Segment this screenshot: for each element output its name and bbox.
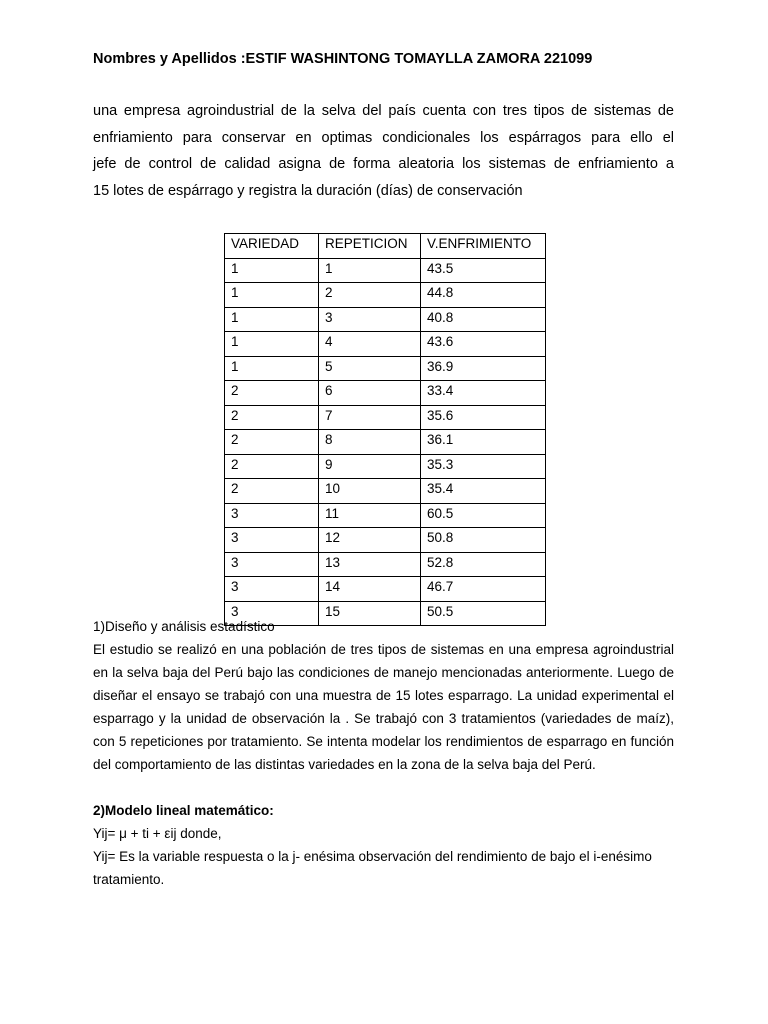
- intro-paragraph: [93, 98, 674, 204]
- cell-enfriamiento: 43.5: [421, 258, 546, 283]
- section-1-title: 1)Diseño y análisis estadístico: [93, 619, 275, 634]
- table-row: [225, 552, 546, 577]
- header-variedad: VARIEDAD: [225, 234, 319, 259]
- table-row: [225, 454, 546, 479]
- cell-variedad: 2: [225, 381, 319, 406]
- table-row: [225, 405, 546, 430]
- cell-variedad: 2: [225, 454, 319, 479]
- cell-repeticion: 5: [319, 356, 421, 381]
- cell-enfriamiento: 43.6: [421, 332, 546, 357]
- cell-enfriamiento: 35.6: [421, 405, 546, 430]
- cell-repeticion: 1: [319, 258, 421, 283]
- cell-variedad: 1: [225, 356, 319, 381]
- table-row: [225, 307, 546, 332]
- cell-repeticion: 8: [319, 430, 421, 455]
- cell-variedad: 3: [225, 577, 319, 602]
- cell-enfriamiento: 52.8: [421, 552, 546, 577]
- model-definition: Yij= Es la variable respuesta o la j- enésima observación del rendimiento de bajo el i-enésimo: [93, 849, 652, 864]
- model-equation: Yij= μ + ti + εij donde,: [93, 826, 222, 841]
- cell-variedad: 3: [225, 552, 319, 577]
- body-section: [93, 615, 674, 891]
- cell-enfriamiento: 36.9: [421, 356, 546, 381]
- header-repeticion: REPETICION: [319, 234, 421, 259]
- intro-line: enfriamiento para conservar en optimas condicionales los espárragos para ello el: [93, 129, 674, 146]
- cell-repeticion: 15: [319, 601, 421, 626]
- cell-repeticion: 12: [319, 528, 421, 553]
- cell-repeticion: 9: [319, 454, 421, 479]
- cell-variedad: 1: [225, 307, 319, 332]
- cell-variedad: 1: [225, 332, 319, 357]
- intro-line: una empresa agroindustrial de la selva del país cuenta con tres tipos de sistemas de: [93, 103, 674, 119]
- cell-variedad: 3: [225, 601, 319, 626]
- cell-enfriamiento: 50.5: [421, 601, 546, 626]
- table-row: [225, 283, 546, 308]
- table-row: [225, 430, 546, 455]
- cell-enfriamiento: 35.3: [421, 454, 546, 479]
- model-definition-end: tratamiento.: [93, 872, 165, 887]
- table-row: [225, 528, 546, 553]
- table-row: [225, 332, 546, 357]
- cell-repeticion: 10: [319, 479, 421, 504]
- table-row: [225, 479, 546, 504]
- cell-enfriamiento: 46.7: [421, 577, 546, 602]
- cell-variedad: 1: [225, 258, 319, 283]
- cell-enfriamiento: 44.8: [421, 283, 546, 308]
- cell-variedad: 3: [225, 503, 319, 528]
- intro-line: 15 lotes de espárrago y registra la duración (días) de conservación: [93, 182, 523, 199]
- cell-enfriamiento: 33.4: [421, 381, 546, 406]
- cell-enfriamiento: 50.8: [421, 528, 546, 553]
- section-1-paragraph: El estudio se realizó en una población de tres tipos de sistemas en una empresa agroindustrial en la selva baja del Perú bajo las condiciones de manejo mencionadas anteriormente. Luego de diseñar el ensayo se trabajó con una muestra de 15 lotes esparrago. La unidad experimental el esparrago y la unidad de observación la . Se trabajó con 3 tratamientos (variedades de maíz), con 5 repeticiones por tratamiento. Se intenta modelar los rendimientos de esparrago en función del comportamiento de las distintas variedades en la zona de la selva baja del Perú.: [93, 642, 674, 772]
- cell-variedad: 2: [225, 405, 319, 430]
- cell-enfriamiento: 40.8: [421, 307, 546, 332]
- cell-repeticion: 13: [319, 552, 421, 577]
- table-row: [225, 258, 546, 283]
- cell-repeticion: 7: [319, 405, 421, 430]
- cell-repeticion: 14: [319, 577, 421, 602]
- header-enfriamiento: V.ENFRIMIENTO: [421, 234, 546, 259]
- cell-repeticion: 3: [319, 307, 421, 332]
- table-row: [225, 577, 546, 602]
- table-header-row: [225, 234, 546, 259]
- cell-enfriamiento: 35.4: [421, 479, 546, 504]
- student-name-heading: Nombres y Apellidos :ESTIF WASHINTONG TOMAYLLA ZAMORA 221099: [93, 51, 593, 67]
- table-row: [225, 381, 546, 406]
- intro-line: jefe de control de calidad asigna de forma aleatoria los sistemas de enfriamiento a: [93, 156, 674, 172]
- table-row: [225, 356, 546, 381]
- table-body: [225, 258, 546, 626]
- cell-variedad: 3: [225, 528, 319, 553]
- cell-repeticion: 2: [319, 283, 421, 308]
- table-row: [225, 503, 546, 528]
- cell-variedad: 2: [225, 479, 319, 504]
- section-2-title: 2)Modelo lineal matemático:: [93, 803, 274, 818]
- cell-repeticion: 11: [319, 503, 421, 528]
- cell-enfriamiento: 60.5: [421, 503, 546, 528]
- cell-enfriamiento: 36.1: [421, 430, 546, 455]
- cell-repeticion: 4: [319, 332, 421, 357]
- data-table: [224, 233, 546, 626]
- cell-variedad: 1: [225, 283, 319, 308]
- cell-variedad: 2: [225, 430, 319, 455]
- cell-repeticion: 6: [319, 381, 421, 406]
